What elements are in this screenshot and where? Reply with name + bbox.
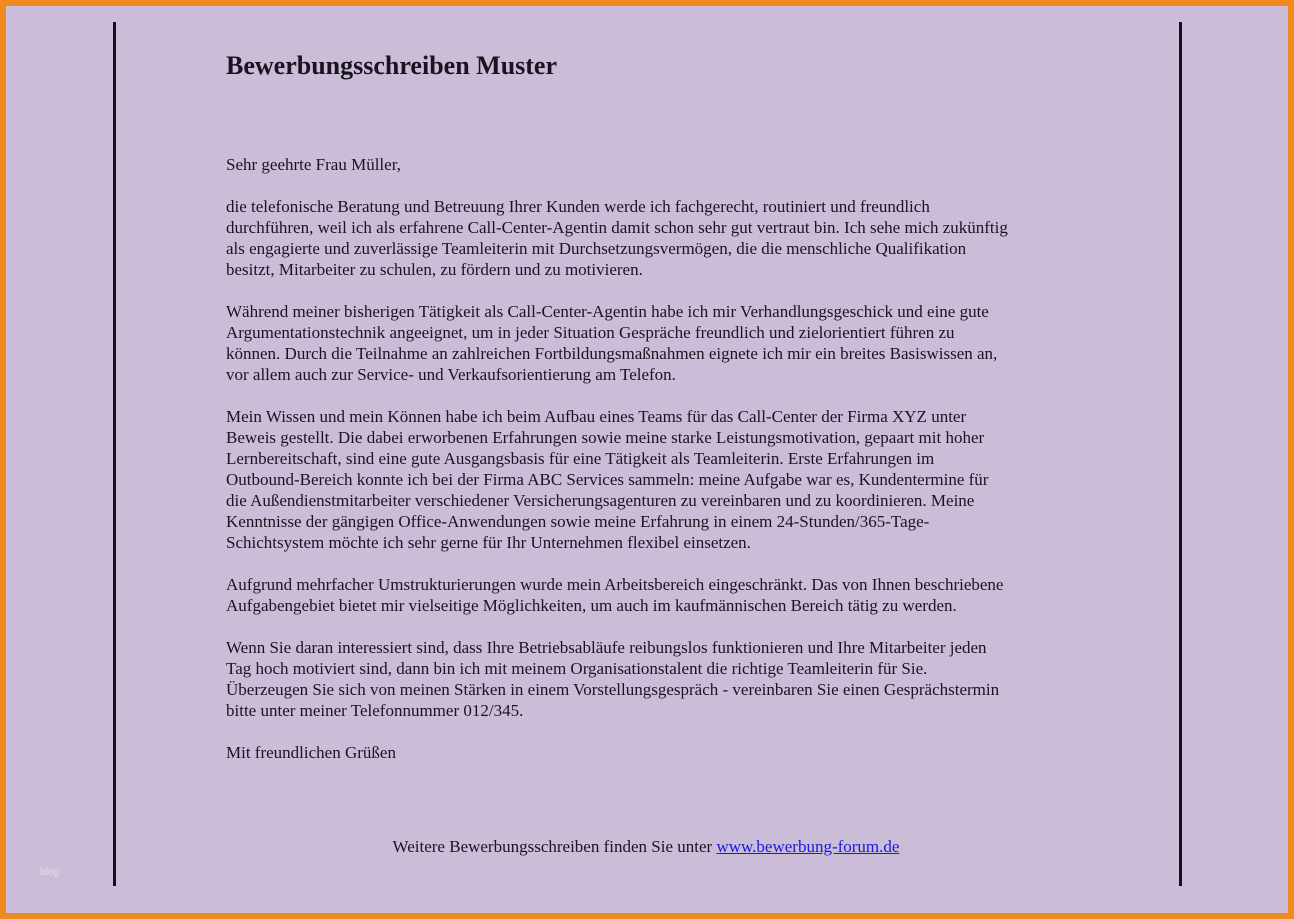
line: Aufgabengebiet bietet mir vielseitige Möglichkeiten, um auch im kaufmännischen Bereich tätig zu werden.	[226, 596, 957, 615]
line: Schichtsystem möchte ich sehr gerne für Ihr Unternehmen flexibel einsetzen.	[226, 533, 751, 552]
page-title: Bewerbungsschreiben Muster	[226, 51, 558, 80]
paragraph-3	[226, 406, 988, 553]
line: die Außendienstmitarbeiter verschiedener Versicherungsagenturen zu vereinbaren und zu koordinieren. Meine	[226, 491, 975, 510]
line: Wenn Sie daran interessiert sind, dass Ihre Betriebsabläufe reibungslos funktionieren und Ihre Mitarbeiter jeden	[226, 638, 987, 657]
document-page	[6, 6, 1288, 913]
line: durchführen, weil ich als erfahrene Call-Center-Agentin damit schon sehr gut vertraut bin. Ich sehe mich zukünftig	[226, 218, 1008, 237]
line: Überzeugen Sie sich von meinen Stärken in einem Vorstellungsgespräch - vereinbaren Sie einen Gesprächstermin	[226, 680, 1000, 699]
line: Mein Wissen und mein Können habe ich beim Aufbau eines Teams für das Call-Center der Firma XYZ unter	[226, 407, 967, 426]
salutation: Sehr geehrte Frau Müller,	[226, 155, 401, 174]
line: Argumentationstechnik angeeignet, um in jeder Situation Gespräche freundlich und zielorientiert führen zu	[226, 323, 955, 342]
line: Beweis gestellt. Die dabei erworbenen Erfahrungen sowie meine starke Leistungsmotivation, gepaart mit hoher	[226, 428, 985, 447]
line: können. Durch die Teilnahme an zahlreichen Fortbildungsmaßnahmen eignete ich mir ein breites Basiswissen an,	[226, 344, 998, 363]
paragraph-4	[226, 574, 1003, 616]
paragraph-1	[226, 196, 1008, 280]
line: Während meiner bisherigen Tätigkeit als Call-Center-Agentin habe ich mir Verhandlungsgeschick und eine gute	[226, 302, 989, 321]
line: Kenntnisse der gängigen Office-Anwendungen sowie meine Erfahrung in einem 24-Stunden/365-Tage-	[226, 512, 930, 531]
right-margin-line	[1179, 22, 1182, 886]
watermark: blog	[40, 867, 59, 878]
footer	[226, 837, 1066, 857]
line: die telefonische Beratung und Betreuung Ihrer Kunden werde ich fachgerecht, routiniert und freundlich	[226, 197, 930, 216]
line: bitte unter meiner Telefonnummer 012/345.	[226, 701, 524, 720]
paragraph-5	[226, 637, 999, 721]
closing: Mit freundlichen Grüßen	[226, 743, 396, 762]
line: Aufgrund mehrfacher Umstrukturierungen wurde mein Arbeitsbereich eingeschränkt. Das von Ihnen beschriebene	[226, 575, 1004, 594]
line: als engagierte und zuverlässige Teamleiterin mit Durchsetzungsvermögen, die die menschliche Qualifikation	[226, 239, 967, 258]
footer-text: Weitere Bewerbungsschreiben finden Sie unter	[392, 837, 713, 856]
footer-link[interactable]: www.bewerbung-forum.de	[716, 837, 900, 856]
paragraph-2	[226, 301, 997, 385]
line: Tag hoch motiviert sind, dann bin ich mit meinem Organisationstalent die richtige Teamleiterin für Sie.	[226, 659, 928, 678]
line: vor allem auch zur Service- und Verkaufsorientierung am Telefon.	[226, 365, 676, 384]
line: Lernbereitschaft, sind eine gute Ausgangsbasis für eine Tätigkeit als Teamleiterin. Erste Erfahrungen im	[226, 449, 935, 468]
line: Outbound-Bereich konnte ich bei der Firma ABC Services sammeln: meine Aufgabe war es, Kundentermine für	[226, 470, 989, 489]
line: besitzt, Mitarbeiter zu schulen, zu fördern und zu motivieren.	[226, 260, 643, 279]
left-margin-line	[113, 22, 116, 886]
